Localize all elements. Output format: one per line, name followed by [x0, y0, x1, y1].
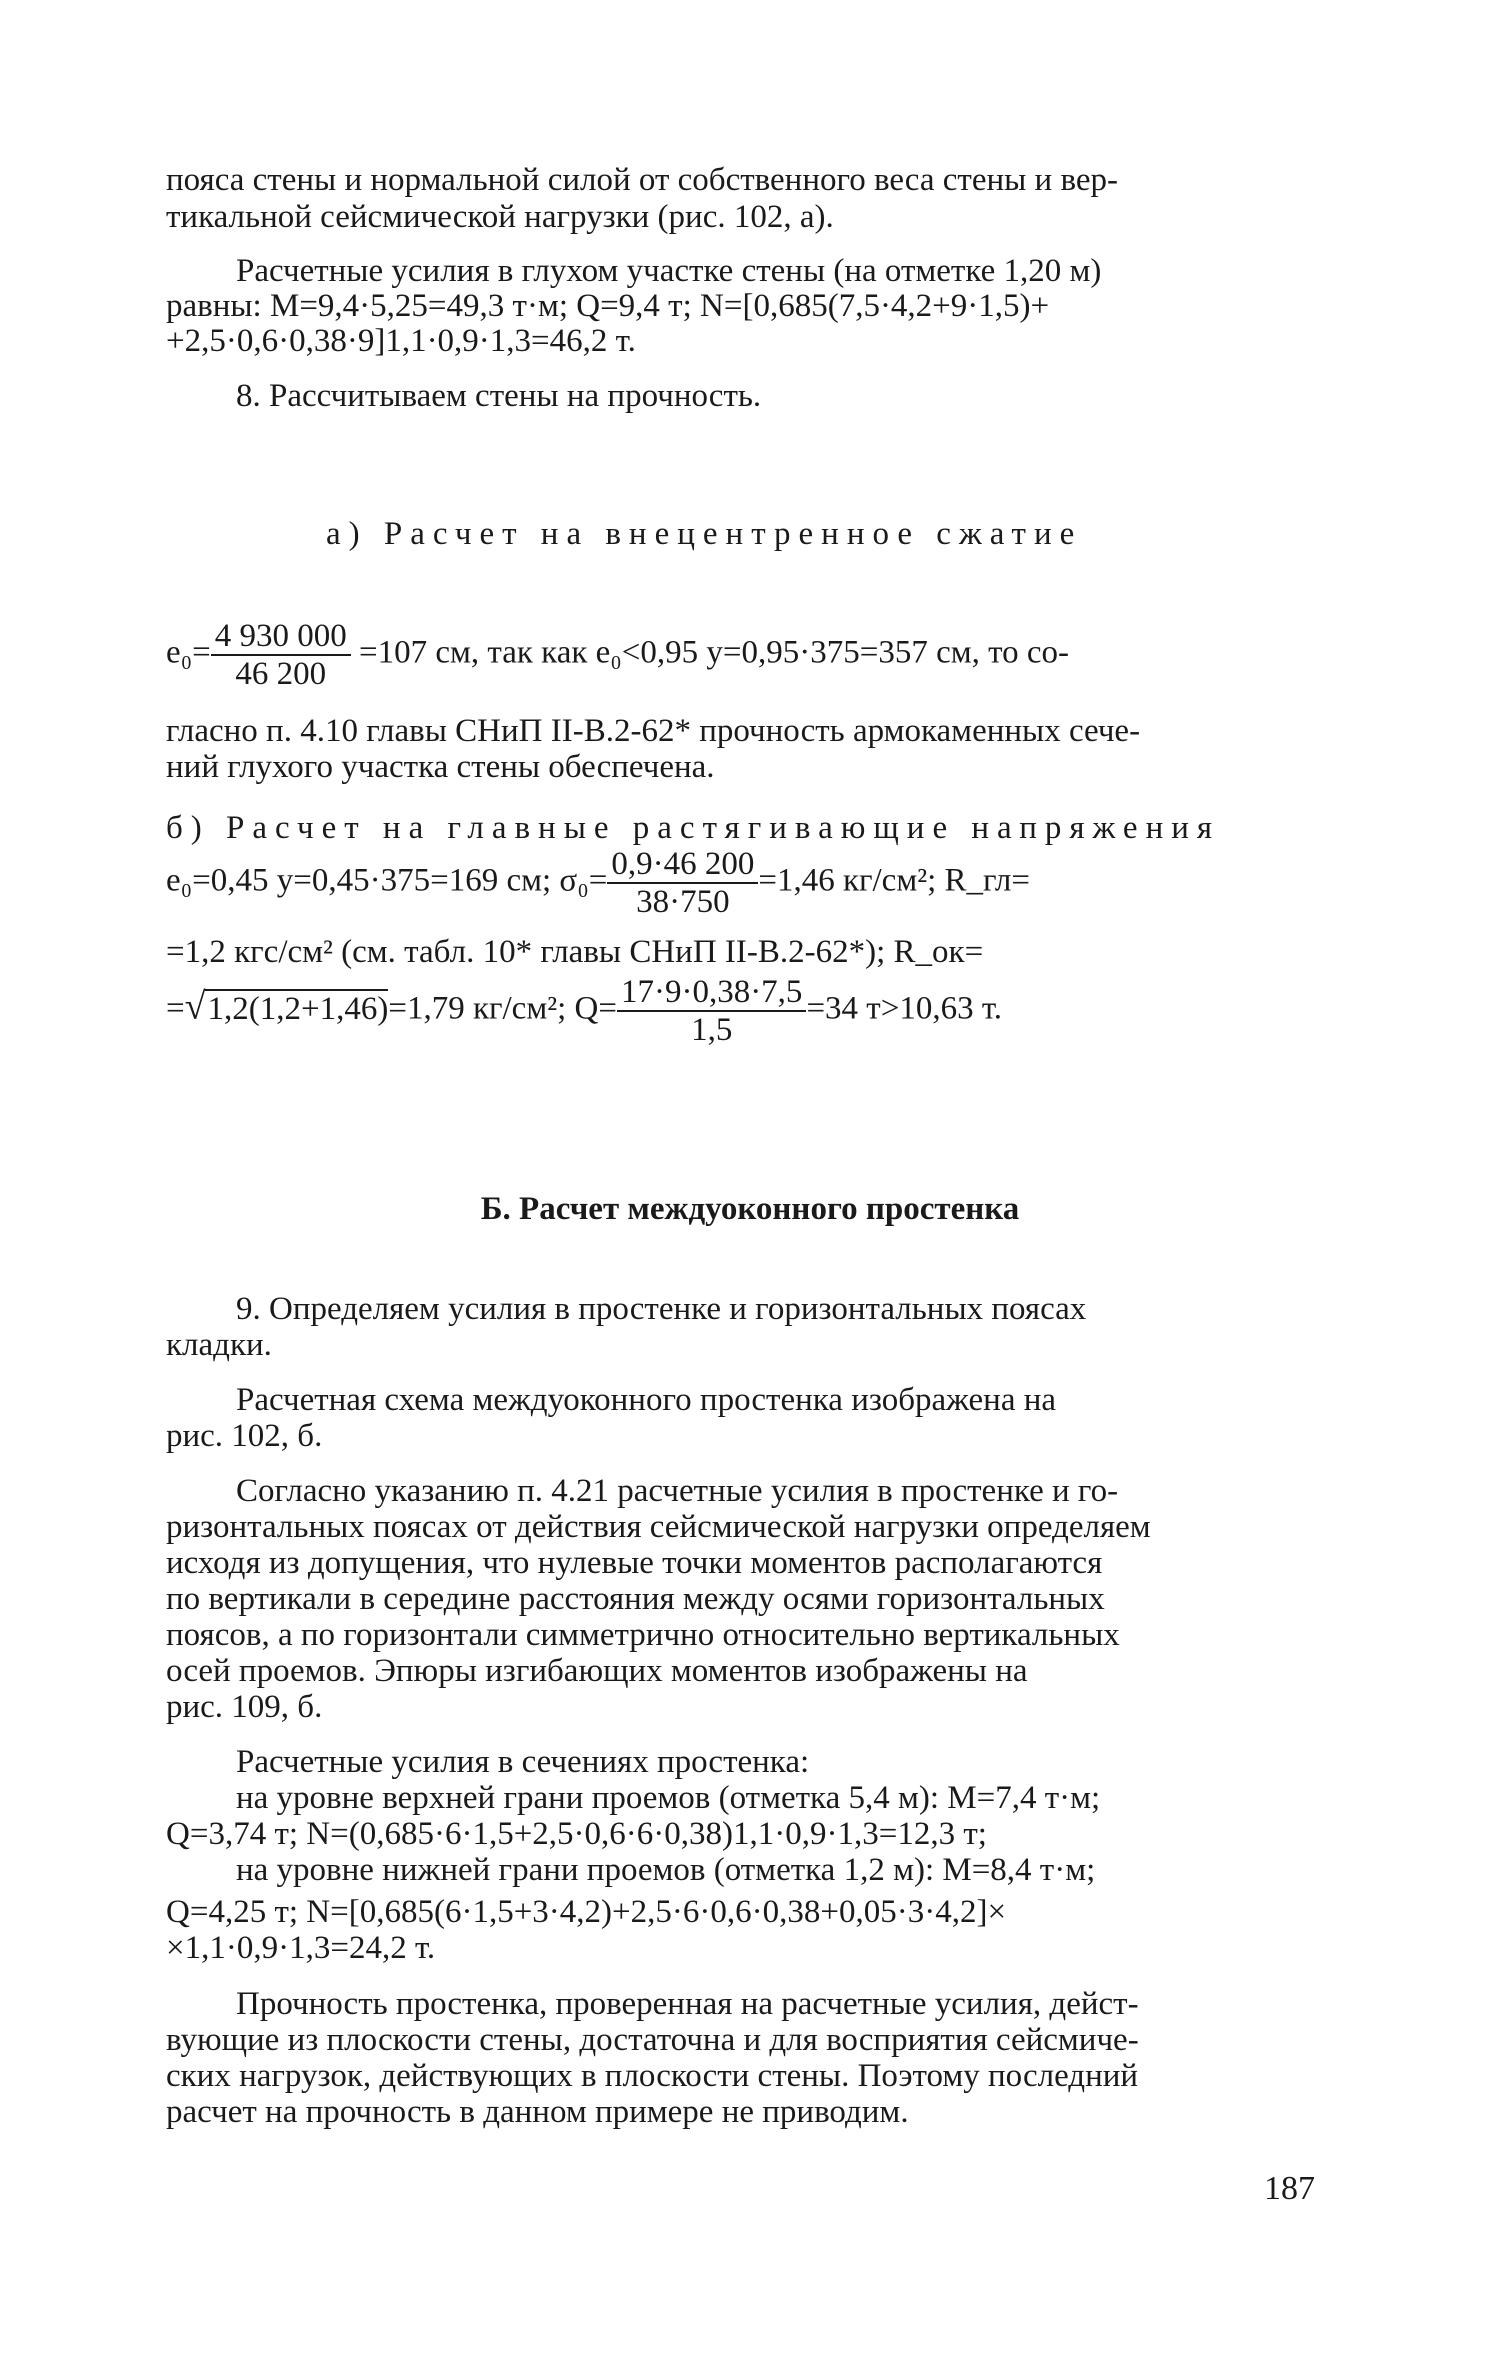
paragraph-2-line-2: равны: М=9,4·5,25=49,3 т·м; Q=9,4 т; N=[0,685(7,5·4,2+9·1,5)+	[166, 288, 1050, 324]
paragraph-4-21-line-4: по вертикали в середине расстояния между осями горизонтальных	[166, 1581, 1105, 1617]
principal-line-1-end: =1,46 кг/см²; R_гл=	[758, 862, 1030, 899]
q-numerator: 17·9·0,38·7,5	[617, 974, 806, 1012]
eccentricity-formula	[166, 618, 1328, 702]
forces-line-5: Q=4,25 т; N=[0,685(6·1,5+3·4,2)+2,5·6·0,6·0,38+0,05·3·4,2]×	[166, 1894, 1007, 1930]
paragraph-4-21-line-7: рис. 109, б.	[166, 1689, 323, 1725]
conclusion-line-1: Прочность простенка, проверенная на расчетные усилия, дейст-	[236, 1986, 1139, 2022]
principal-line-1-start: e₀=0,45 y=0,45·375=169 см; σ₀=	[166, 862, 608, 899]
forces-line-3: Q=3,74 т; N=(0,685·6·1,5+2,5·0,6·6·0,38)1,1·0,9·1,3=12,3 т;	[166, 1816, 987, 1852]
principal-line-3	[166, 974, 1328, 1058]
paragraph-1-line-2: тикальной сейсмической нагрузки (рис. 102, а).	[166, 199, 834, 235]
section-b-heading: Б. Расчет междуоконного простенка	[480, 1191, 1020, 1227]
sigma-fraction	[607, 846, 758, 920]
e0-numerator: 4 930 000	[211, 618, 351, 656]
paragraph-1-line-1: пояса стены и нормальной силой от собственного веса стены и вер-	[166, 162, 1118, 198]
e0-fraction	[211, 618, 351, 692]
conclusion-line-3: ских нагрузок, действующих в плоскости стены. Поэтому последний	[166, 2058, 1139, 2094]
page-number: 187	[1264, 2170, 1315, 2207]
paragraph-4-21-line-2: ризонтальных поясах от действия сейсмической нагрузки определяем	[166, 1509, 1151, 1545]
paragraph-4-21-line-6: осей проемов. Эпюры изгибающих моментов изображены на	[166, 1653, 1028, 1689]
principal-line-1	[166, 846, 1328, 930]
paragraph-4-21-line-3: исходя из допущения, что нулевые точки моментов располагаются	[166, 1545, 1103, 1581]
eccentric-line-2: гласно п. 4.10 главы СНиП II-В.2-62* прочность армокаменных сече-	[166, 713, 1141, 749]
e0-denominator: 46 200	[235, 656, 327, 692]
forces-line-4: на уровне нижней грани проемов (отметка 1,2 м): М=8,4 т·м;	[236, 1852, 1096, 1888]
sigma-denominator: 38·750	[636, 884, 730, 920]
q-denominator: 1,5	[691, 1012, 733, 1048]
paragraph-4-21-line-5: поясов, а по горизонтали симметрично относительно вертикальных	[166, 1617, 1120, 1653]
principal-line-3-start: =	[166, 990, 185, 1027]
paragraph-2-line-1: Расчетные усилия в глухом участке стены (на отметке 1,20 м)	[236, 253, 1102, 289]
sqrt-sign-icon: √	[184, 985, 206, 1028]
conclusion-line-2: вующие из плоскости стены, достаточна и для восприятия сейсмиче-	[166, 2022, 1139, 2058]
step-9-line-2: кладки.	[166, 1327, 272, 1363]
principal-line-2: =1,2 кгс/см² (см. табл. 10* главы СНиП II-В.2-62*); R_ок=	[166, 934, 984, 970]
q-fraction	[617, 974, 806, 1048]
step-9-line-1: 9. Определяем усилия в простенке и горизонтальных поясах	[236, 1291, 1087, 1327]
step-8: 8. Рассчитываем стены на прочность.	[236, 378, 762, 414]
scheme-line-1: Расчетная схема междуоконного простенка изображена на	[236, 1382, 1057, 1418]
e0-result: =107 см, так как e₀<0,95 y=0,95·375=357 см, то со-	[359, 634, 1069, 671]
paragraph-4-21-line-1: Согласно указанию п. 4.21 расчетные усилия в простенке и го-	[236, 1473, 1119, 1509]
scheme-line-2: рис. 102, б.	[166, 1418, 323, 1454]
forces-line-2: на уровне верхней грани проемов (отметка 5,4 м): М=7,4 т·м;	[236, 1780, 1101, 1816]
eccentric-line-3: ний глухого участка стены обеспечена.	[166, 749, 715, 785]
heading-principal-tension: б) Расчет на главные растягивающие напряжения	[166, 810, 1221, 846]
e0-label: e₀=	[166, 634, 211, 671]
principal-line-3-end: =34 т>10,63 т.	[806, 990, 1003, 1027]
sigma-numerator: 0,9·46 200	[607, 846, 758, 884]
heading-eccentric-compression: а) Расчет на внецентренное сжатие	[326, 516, 1083, 552]
forces-line-6: ×1,1·0,9·1,3=24,2 т.	[166, 1930, 436, 1966]
paragraph-2-line-3: +2,5·0,6·0,38·9]1,1·0,9·1,3=46,2 т.	[166, 323, 636, 359]
principal-line-3-middle: =1,79 кг/см²; Q=	[388, 990, 617, 1027]
conclusion-line-4: расчет на прочность в данном примере не приводим.	[166, 2094, 909, 2130]
sqrt-content: 1,2(1,2+1,46)	[207, 990, 389, 1027]
forces-line-1: Расчетные усилия в сечениях простенка:	[236, 1744, 810, 1780]
